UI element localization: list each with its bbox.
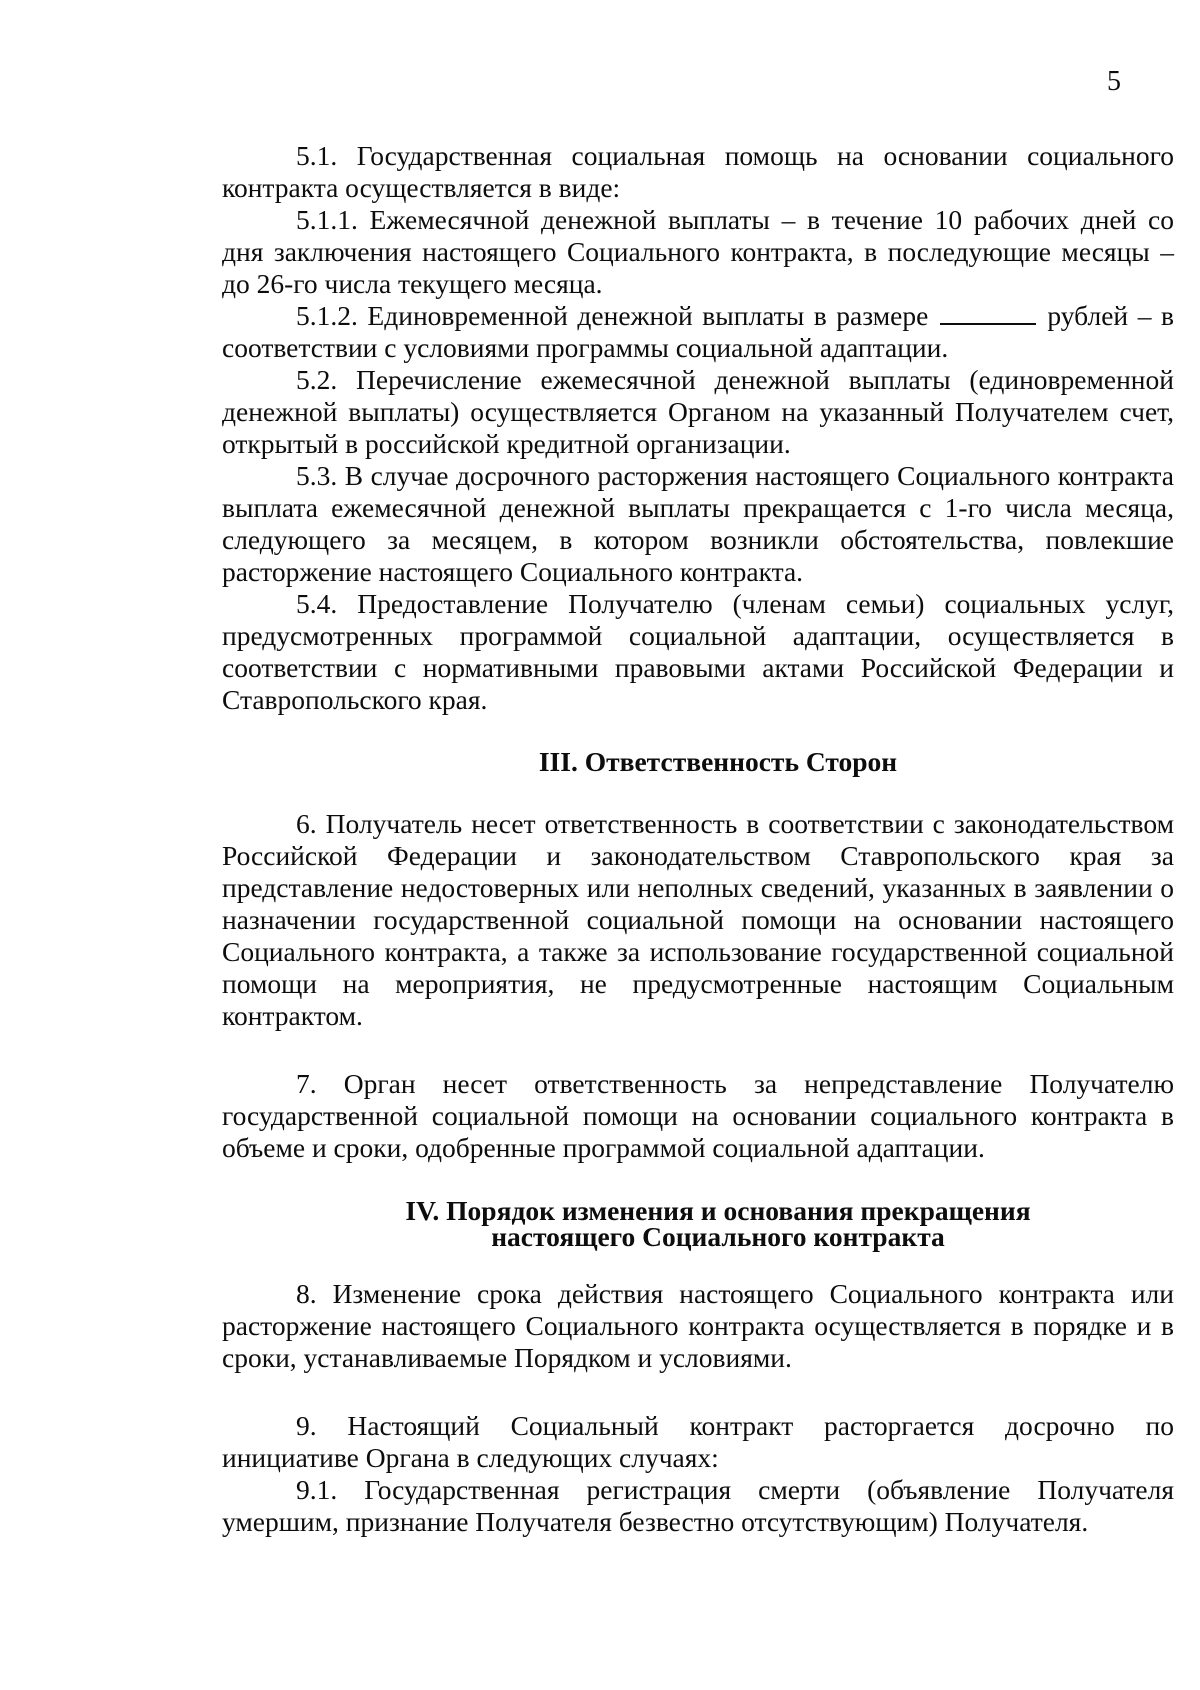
paragraph-8: 8. Изменение срока действия настоящего Социального контракта или расторжение настоящего Социального контракта осуществляется в порядке и в сроки, устанавливаемые Порядком и условиями. bbox=[222, 1278, 1174, 1373]
paragraph-5-1-2-text-after: рублей – в соответствии с условиями программы социальной адаптации. bbox=[222, 300, 1174, 363]
document-body bbox=[222, 140, 1174, 1538]
page-number: 5 bbox=[1107, 66, 1121, 97]
paragraph-7: 7. Орган несет ответственность за непредставление Получателю государственной социальной помощи на основании социального контракта в объеме и сроки, одобренные программой социальной адаптации. bbox=[222, 1068, 1174, 1163]
section-heading-3: III. Ответственность Сторон bbox=[538, 746, 898, 777]
paragraph-5-3: 5.3. В случае досрочного расторжения настоящего Социального контракта выплата ежемесячной денежной выплаты прекращается с 1-го числа месяца, следующего за месяцем, в котором возникли обстоятельства, повлекшие расторжение настоящего Социального контракта. bbox=[222, 460, 1174, 587]
amount-blank-line bbox=[940, 301, 1036, 325]
paragraph-5-1-2-text-before: 5.1.2. Единовременной денежной выплаты в размере bbox=[296, 300, 929, 331]
paragraph-5-4: 5.4. Предоставление Получателю (членам семьи) социальных услуг, предусмотренных программой социальной адаптации, осуществляется в соответствии с нормативными правовыми актами Российской Федерации и Ставропольского края. bbox=[222, 588, 1174, 715]
paragraph-9: 9. Настоящий Социальный контракт расторгается досрочно по инициативе Органа в следующих случаях: bbox=[222, 1410, 1174, 1473]
section-heading-4-line-1: IV. Порядок изменения и основания прекращения bbox=[405, 1195, 1031, 1226]
paragraph-5-1: 5.1. Государственная социальная помощь на основании социального контракта осуществляется в виде: bbox=[222, 140, 1174, 203]
paragraph-5-2: 5.2. Перечисление ежемесячной денежной выплаты (единовременной денежной выплаты) осуществляется Органом на указанный Получателем счет, открытый в российской кредитной организации. bbox=[222, 364, 1174, 459]
paragraph-9-1: 9.1. Государственная регистрация смерти (объявление Получателя умершим, признание Получателя безвестно отсутствующим) Получателя. bbox=[222, 1474, 1174, 1537]
section-heading-4 bbox=[222, 1195, 1174, 1252]
paragraph-6: 6. Получатель несет ответственность в соответствии с законодательством Российской Федерации и законодательством Ставропольского края за представление недостоверных или неполных сведений, указанных в заявлении о назначении государственной социальной помощи на основании настоящего Социального контракта, а также за использование государственной социальной помощи на мероприятия, не предусмотренные настоящим Социальным контрактом. bbox=[222, 808, 1174, 1031]
section-heading-4-line-2: настоящего Социального контракта bbox=[491, 1221, 945, 1252]
paragraph-5-1-2 bbox=[222, 300, 1174, 364]
paragraph-5-1-1: 5.1.1. Ежемесячной денежной выплаты – в течение 10 рабочих дней со дня заключения настоящего Социального контракта, в последующие месяцы – до 26-го числа текущего месяца. bbox=[222, 204, 1174, 299]
